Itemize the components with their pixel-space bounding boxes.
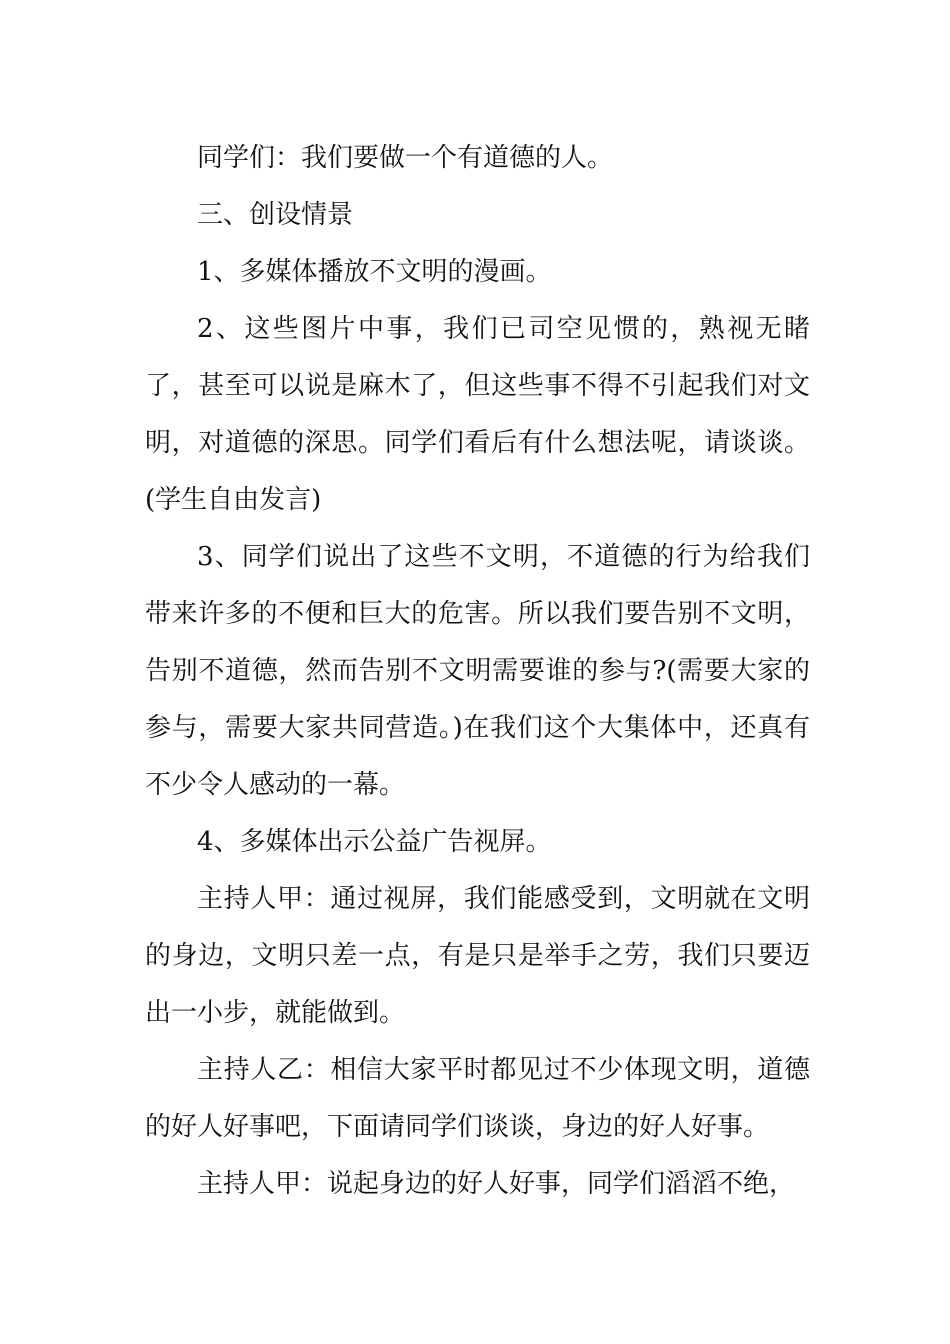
paragraph: 4、多媒体出示公益广告视屏。 [197,827,552,857]
section-heading: 三、创设情景 [197,200,354,230]
paragraph: 主持人甲：通过视屏，我们能感受到，文明就在文明的身边，文明只差一点，有是只是举手之劳，我们只要迈出一小步，就能做到。 [145,884,810,1028]
document-body [145,130,810,1213]
paragraph: 主持人甲：说起身边的好人好事，同学们滔滔不绝， [197,1169,796,1199]
paragraph: 1、多媒体播放不文明的漫画。 [197,257,552,287]
paragraph: 主持人乙：相信大家平时都见过不少体现文明，道德的好人好事吧，下面请同学们谈谈，身边的好人好事。 [145,1055,810,1142]
paragraph: 3、同学们说出了这些不文明，不道德的行为给我们带来许多的不便和巨大的危害。所以我们要告别不文明，告别不道德，然而告别不文明需要谁的参与?(需要大家的参与，需要大家共同营造。)在我们这个大集体中，还真有不少令人感动的一幕。 [145,542,810,800]
paragraph: 同学们：我们要做一个有道德的人。 [197,143,614,173]
paragraph: 2、这些图片中事，我们已司空见惯的，熟视无睹了，甚至可以说是麻木了，但这些事不得不引起我们对文明，对道德的深思。同学们看后有什么想法呢，请谈谈。(学生自由发言) [145,314,810,515]
